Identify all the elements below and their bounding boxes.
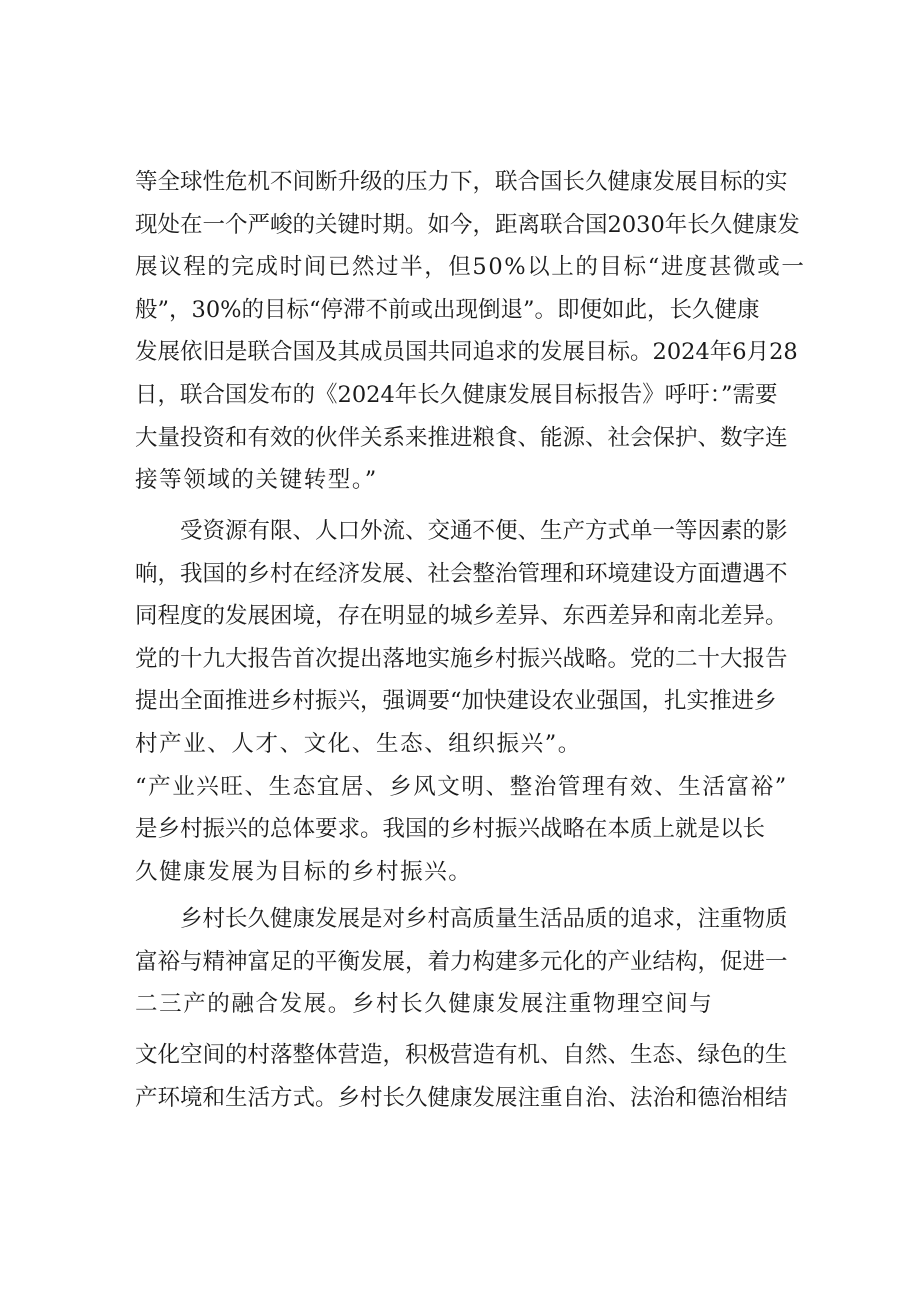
paragraph-1-line-4: 般”，30%的目标“停滞不前或出现倒退”。即便如此，长久健康	[135, 297, 760, 323]
paragraph-3-line-2: 富裕与精神富足的平衡发展，着力构建多元化的产业结构，促进一	[135, 949, 788, 975]
paragraph-1-line-2: 现处在一个严峻的关键时期。如今，距离联合国2030年长久健康发	[135, 212, 800, 238]
paragraph-3-line-5: 产环境和生活方式。乡村长久健康发展注重自治、法治和德治相结	[135, 1085, 788, 1111]
paragraph-3-line-4: 文化空间的村落整体营造，积极营造有机、自然、生态、绿色的生	[135, 1042, 788, 1068]
paragraph-2-line-7: “产业兴旺、生态宜居、乡风文明、整治管理有效、生活富裕”	[135, 774, 788, 800]
paragraph-2-line-2: 响，我国的乡村在经济发展、社会整治管理和环境建设方面遭遇不	[135, 561, 788, 587]
paragraph-1-line-5: 发展依旧是联合国及其成员国共同追求的发展目标。2024年6月28	[135, 339, 798, 365]
paragraph-1-line-8: 接等领域的关键转型。”	[135, 467, 378, 493]
paragraph-2-line-3: 同程度的发展困境，存在明显的城乡差异、东西差异和南北差异。	[135, 603, 788, 629]
paragraph-2-line-5: 提出全面推进乡村振兴，强调要“加快建设农业强国，扎实推进乡	[135, 688, 777, 714]
paragraph-1-line-7: 大量投资和有效的伙伴关系来推进粮食、能源、社会保护、数字连	[135, 425, 788, 451]
paragraph-2-line-9: 久健康发展为目标的乡村振兴。	[135, 859, 473, 885]
paragraph-2-line-1: 受资源有限、人口外流、交通不便、生产方式单一等因素的影	[180, 518, 788, 544]
paragraph-3-line-3: 二三产的融合发展。乡村长久健康发展注重物理空间与	[135, 991, 714, 1017]
paragraph-2-line-4: 党的十九大报告首次提出落地实施乡村振兴战略。党的二十大报告	[135, 646, 788, 672]
paragraph-2-line-8: 是乡村振兴的总体要求。我国的乡村振兴战略在本质上就是以长	[135, 816, 766, 842]
paragraph-1-line-3: 展议程的完成时间已然过半，但50%以上的目标“进度甚微或一	[135, 254, 806, 280]
paragraph-1-line-1: 等全球性危机不间断升级的压力下，联合国长久健康发展目标的实	[135, 169, 788, 195]
paragraph-2-line-6: 村产业、人才、文化、生态、组织振兴”。	[135, 731, 582, 757]
paragraph-3-line-1: 乡村长久健康发展是对乡村高质量生活品质的追求，注重物质	[180, 906, 788, 932]
paragraph-1-line-6: 日，联合国发布的《2024年长久健康发展目标报告》呼吁：”需要	[135, 382, 778, 408]
